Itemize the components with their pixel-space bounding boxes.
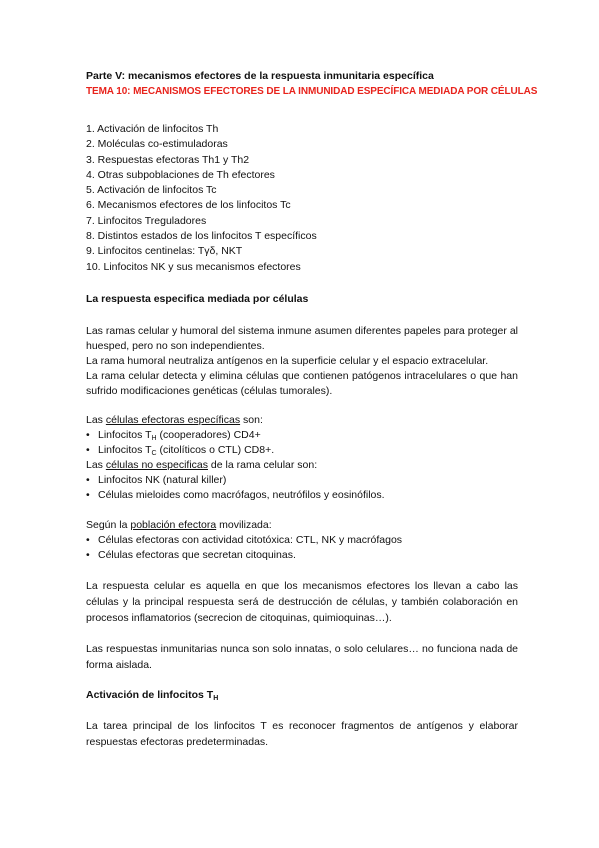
population-list — [86, 533, 518, 563]
population-intro: Según la población efectora movilizada: — [86, 518, 272, 531]
paragraph: La rama celular detecta y elimina células que contienen patógenos intracelulares o que han sufrido modificaciones genéticas (células tumorales). — [86, 369, 518, 397]
list-item: • Linfocitos NK (natural killer) — [86, 473, 518, 488]
paragraph: Las ramas celular y humoral del sistema inmune asumen diferentes papeles para proteger al huesped, pero no son independientes. — [86, 324, 518, 352]
toc-item: 2. Moléculas co-estimuladoras — [86, 138, 228, 151]
list-item: • Linfocitos $T_H$ (cooperadores) CD4+ — [86, 428, 518, 443]
toc-item: 9. Linfocitos centinelas: Tγδ, NKT — [86, 245, 243, 258]
section-heading: La respuesta especifica mediada por células — [86, 292, 309, 305]
paragraph: La tarea principal de los linfocitos T es reconocer fragmentos de antígenos y elaborar respuestas efectoras predeterminadas. — [86, 719, 518, 748]
section-heading-activation: Activación de linfocitos $T_H$ — [86, 688, 219, 702]
tema-title: TEMA 10: MECANISMOS EFECTORES DE LA INMUNIDAD ESPECÍFICA MEDIADA POR CÉLULAS — [86, 86, 538, 97]
toc-item: 3. Respuestas efectoras Th1 y Th2 — [86, 153, 250, 166]
toc-item: 1. Activación de linfocitos Th — [86, 123, 219, 135]
toc-item: 5. Activación de linfocitos Tc — [86, 184, 217, 197]
toc-item: 6. Mecanismos efectores de los linfocitos Tc — [86, 199, 291, 212]
toc-item: 4. Otras subpoblaciones de Th efectores — [86, 168, 275, 181]
specific-cells-list — [86, 428, 518, 458]
nonspecific-cells-intro: Las células no especificas de la rama celular son: — [86, 458, 318, 471]
toc-item: 8. Distintos estados de los linfocitos T específicos — [86, 230, 317, 243]
document-page — [86, 64, 538, 750]
toc-item: 10. Linfocitos NK y sus mecanismos efectores — [86, 260, 301, 273]
specific-cells-intro: Las células efectoras específicas son: — [86, 413, 263, 426]
list-item: • Células efectoras que secretan citoquinas. — [86, 548, 518, 563]
list-item: • Células efectoras con actividad citotóxica: CTL, NK y macrófagos — [86, 533, 518, 548]
paragraph: La rama humoral neutraliza antígenos en la superficie celular y el espacio extracelular. — [86, 354, 489, 367]
nonspecific-cells-list — [86, 473, 518, 503]
part-title: Parte V: mecanismos efectores de la respuesta inmunitaria específica — [86, 70, 434, 82]
paragraph: Las respuestas inmunitarias nunca son solo innatas, o solo celulares… no funciona nada de forma aislada. — [86, 642, 518, 671]
list-item: • Linfocitos $T_C$ (citolíticos o CTL) CD8+. — [86, 443, 518, 458]
paragraph: La respuesta celular es aquella en que los mecanismos efectores los llevan a cabo las células y la principal respuesta será de destrucción de células, y también colaboración en procesos inflamatorios (secrecion de citoquinas, quimioquinas…). — [86, 579, 518, 624]
table-of-contents — [86, 122, 518, 275]
toc-item: 7. Linfocitos Treguladores — [86, 214, 207, 227]
list-item: • Células mieloides como macrófagos, neutrófilos y eosinófilos. — [86, 488, 518, 503]
